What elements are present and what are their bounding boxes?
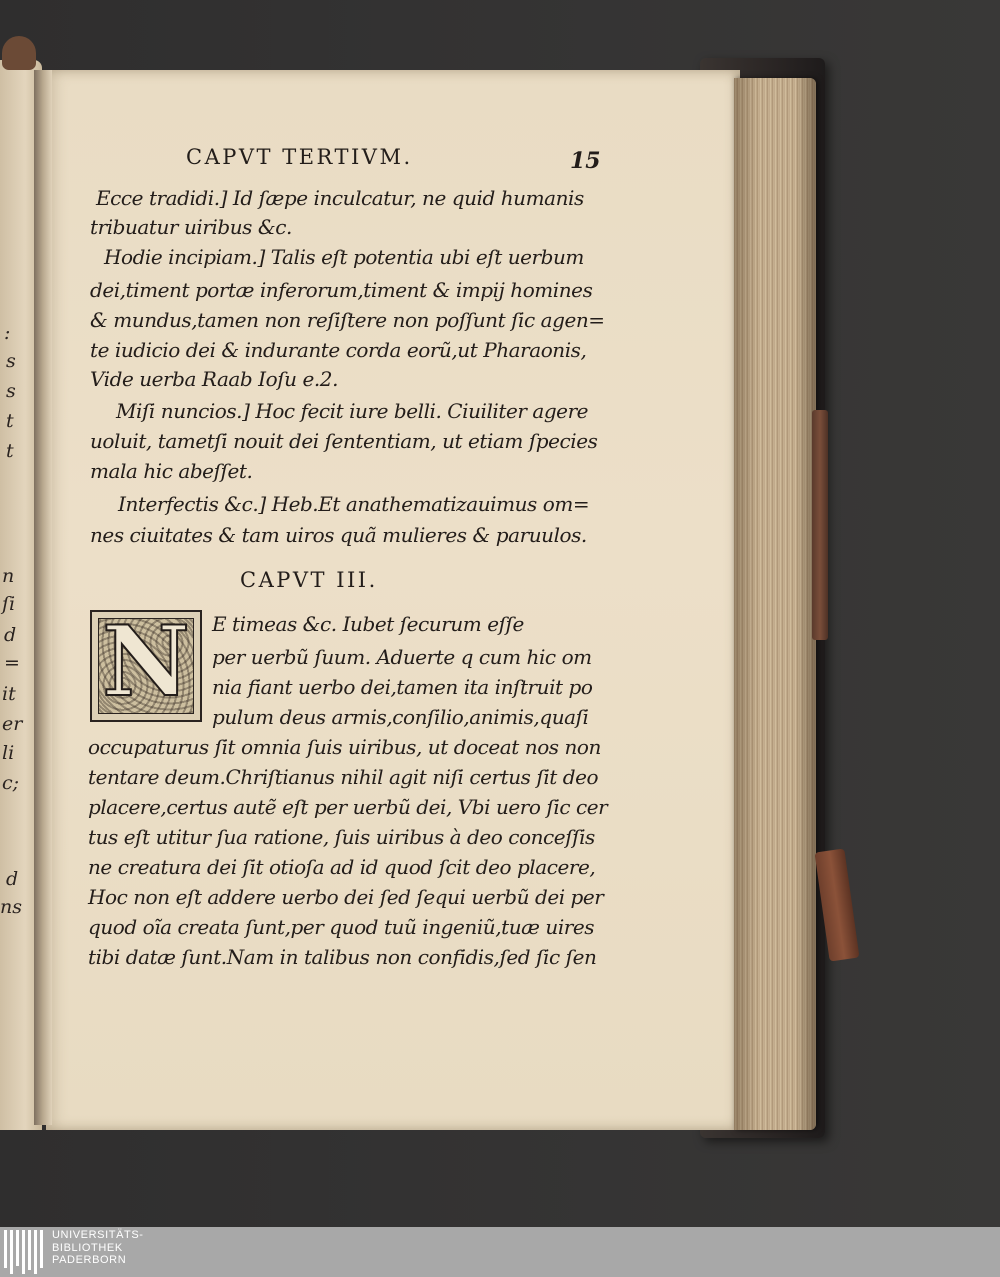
text-line: tibi datæ ſunt.Nam in talibus non confidis,ſed ſic ſen (88, 945, 597, 969)
clasp-strap (2, 36, 36, 70)
margin-fragment: c; (2, 772, 20, 794)
text-line: Vide uerba Raab Ioſu e.2. (90, 367, 338, 391)
text-line: Interfectis &c.] Heb.Et anathematizauimus om= (118, 492, 590, 516)
margin-fragment: d (6, 868, 19, 890)
text-line: mala hic abeſſet. (90, 459, 253, 483)
margin-fragment: n (2, 565, 15, 587)
margin-fragment: s (6, 350, 16, 372)
running-head: CAPVT TERTIVM. (186, 145, 413, 169)
text-line: Ecce tradidi.] Id ſæpe inculcatur, ne quid humanis (96, 186, 584, 210)
margin-fragment: t (6, 410, 14, 432)
library-name-line: BIBLIOTHEK (52, 1241, 123, 1254)
text-line: quod oĩa creata ſunt,per quod tuũ ingeniũ,tuæ uires (88, 915, 595, 939)
margin-fragment: t (6, 440, 14, 462)
library-footer-bar (0, 1227, 1000, 1277)
text-line: dei,timent portæ inferorum,timent & impij homines (90, 278, 593, 302)
margin-fragment: s (6, 380, 16, 402)
text-line: pulum deus armis,conſilio,animis,quaſi (212, 705, 589, 729)
initial-letter: N (102, 605, 190, 718)
text-line: ne creatura dei ſit otioſa ad id quod ſcit deo placere, (88, 855, 596, 879)
library-logo-icon (4, 1230, 44, 1274)
margin-fragment: ns (0, 896, 22, 918)
text-line: nes ciuitates & tam uiros quã mulieres & paruulos. (90, 523, 587, 547)
text-line: E timeas &c. Iubet ſecurum eſſe (212, 612, 524, 636)
text-line: te iudicio dei & indurante corda eorũ,ut Pharaonis, (90, 338, 587, 362)
text-line: tus eſt utitur ſua ratione, ſuis uiribus à deo conceſſis (88, 825, 595, 849)
margin-fragment: li (2, 742, 15, 764)
margin-fragment: d (4, 624, 17, 646)
text-line: uoluit, tametſi nouit dei ſententiam, ut etiam ſpecies (90, 429, 598, 453)
margin-fragment: = (4, 652, 20, 674)
decorated-initial (90, 605, 202, 722)
text-line: placere,certus autẽ eſt per uerbũ dei, Vbi uero ſic cer (88, 795, 608, 819)
bookmark-ribbon (812, 410, 828, 640)
library-name-line: PADERBORN (52, 1254, 127, 1266)
page-number: 15 (570, 148, 601, 174)
text-line: Miſi nuncios.] Hoc fecit iure belli. Ciuiliter agere (116, 399, 589, 423)
text-line: per uerbũ ſuum. Aduerte q cum hic om (212, 645, 592, 669)
text-line: tribuatur uiribus &c. (90, 215, 292, 239)
text-line: Hoc non eſt addere uerbo dei ſed ſequi uerbũ dei per (88, 885, 604, 909)
text-line: occupaturus ſit omnia ſuis uiribus, ut doceat nos non (88, 735, 601, 759)
library-name-line: UNIVERSITÄTS- (52, 1229, 144, 1241)
text-line: nia fiant uerbo dei,tamen ita inſtruit po (212, 675, 593, 699)
text-line: Hodie incipiam.] Talis eſt potentia ubi eſt uerbum (104, 245, 584, 269)
library-name (52, 1229, 144, 1267)
text-line: tentare deum.Chriſtianus nihil agit niſi certus ſit deo (88, 765, 599, 789)
margin-fragment: it (2, 683, 16, 705)
fore-edge-shading (734, 78, 816, 1130)
gutter-shadow (34, 70, 52, 1125)
chapter-heading: CAPVT III. (240, 568, 378, 592)
margin-fragment: : (4, 322, 11, 344)
margin-fragment: ſi (2, 593, 16, 615)
text-line: & mundus,tamen non reſiſtere non poſſunt ſic agen= (90, 308, 605, 332)
margin-fragment: er (2, 713, 23, 735)
